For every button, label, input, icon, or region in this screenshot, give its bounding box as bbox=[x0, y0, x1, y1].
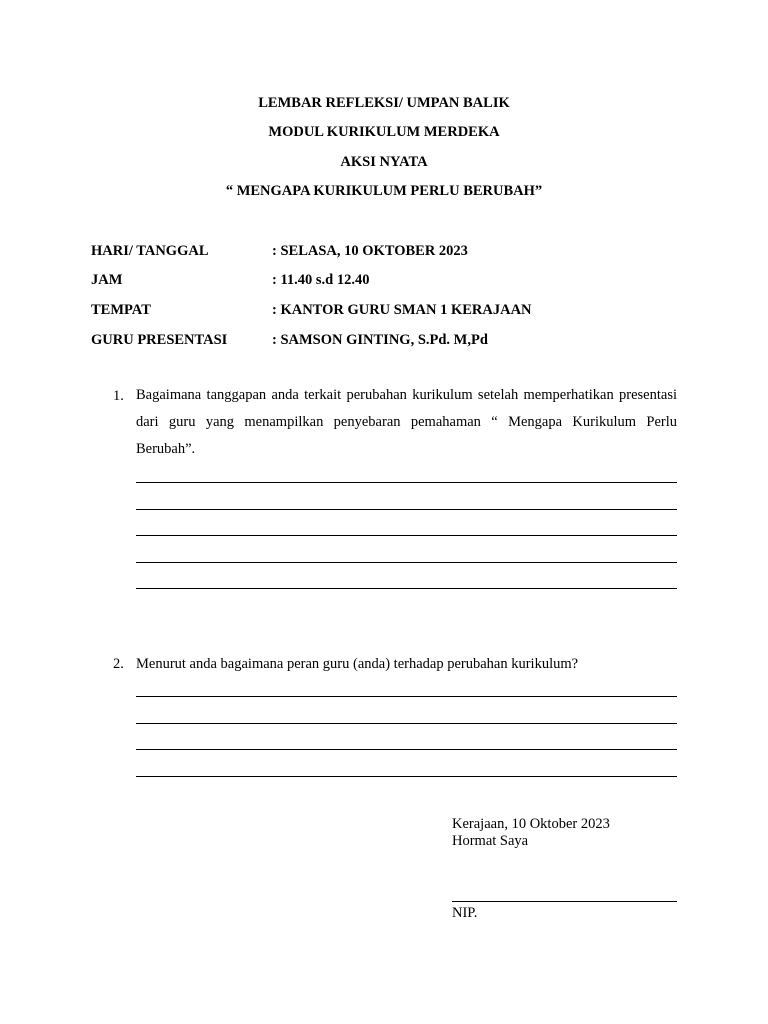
info-value: : SAMSON GINTING, S.Pd. M,Pd bbox=[272, 332, 488, 348]
signature-place-date: Kerajaan, 10 Oktober 2023 bbox=[452, 816, 610, 832]
answer-line bbox=[136, 588, 677, 589]
info-label: JAM bbox=[91, 272, 123, 288]
question-number: 1. bbox=[113, 388, 124, 404]
answer-line bbox=[136, 749, 677, 750]
info-value: : KANTOR GURU SMAN 1 KERAJAAN bbox=[272, 302, 532, 318]
document-subtitle-topic: “ MENGAPA KURIKULUM PERLU BERUBAH” bbox=[225, 183, 543, 199]
signature-line bbox=[452, 901, 677, 902]
answer-line bbox=[136, 696, 677, 697]
answer-line bbox=[136, 509, 677, 510]
signature-closing: Hormat Saya bbox=[452, 833, 529, 849]
info-value: : SELASA, 10 OKTOBER 2023 bbox=[272, 243, 468, 259]
answer-line bbox=[136, 562, 677, 563]
document-subtitle-module: MODUL KURIKULUM MERDEKA bbox=[268, 124, 500, 140]
info-value: : 11.40 s.d 12.40 bbox=[272, 272, 370, 288]
question-text: Bagaimana tanggapan anda terkait perubahan kurikulum setelah memperhatikan presentasi dari guru yang menampilkan penyebaran pemahaman “ Mengapa Kurikulum Perlu Berubah”. bbox=[136, 387, 677, 457]
question-number: 2. bbox=[113, 656, 124, 672]
answer-line bbox=[136, 776, 677, 777]
document-subtitle-action: AKSI NYATA bbox=[340, 154, 428, 170]
document-title: LEMBAR REFLEKSI/ UMPAN BALIK bbox=[258, 95, 510, 111]
answer-line bbox=[136, 723, 677, 724]
info-label: GURU PRESENTASI bbox=[91, 332, 228, 348]
info-label: HARI/ TANGGAL bbox=[91, 243, 209, 259]
question-text: Menurut anda bagaimana peran guru (anda) terhadap perubahan kurikulum? bbox=[136, 656, 579, 672]
signature-nip: NIP. bbox=[452, 905, 478, 921]
info-label: TEMPAT bbox=[91, 302, 151, 318]
answer-line bbox=[136, 482, 677, 483]
answer-line bbox=[136, 535, 677, 536]
